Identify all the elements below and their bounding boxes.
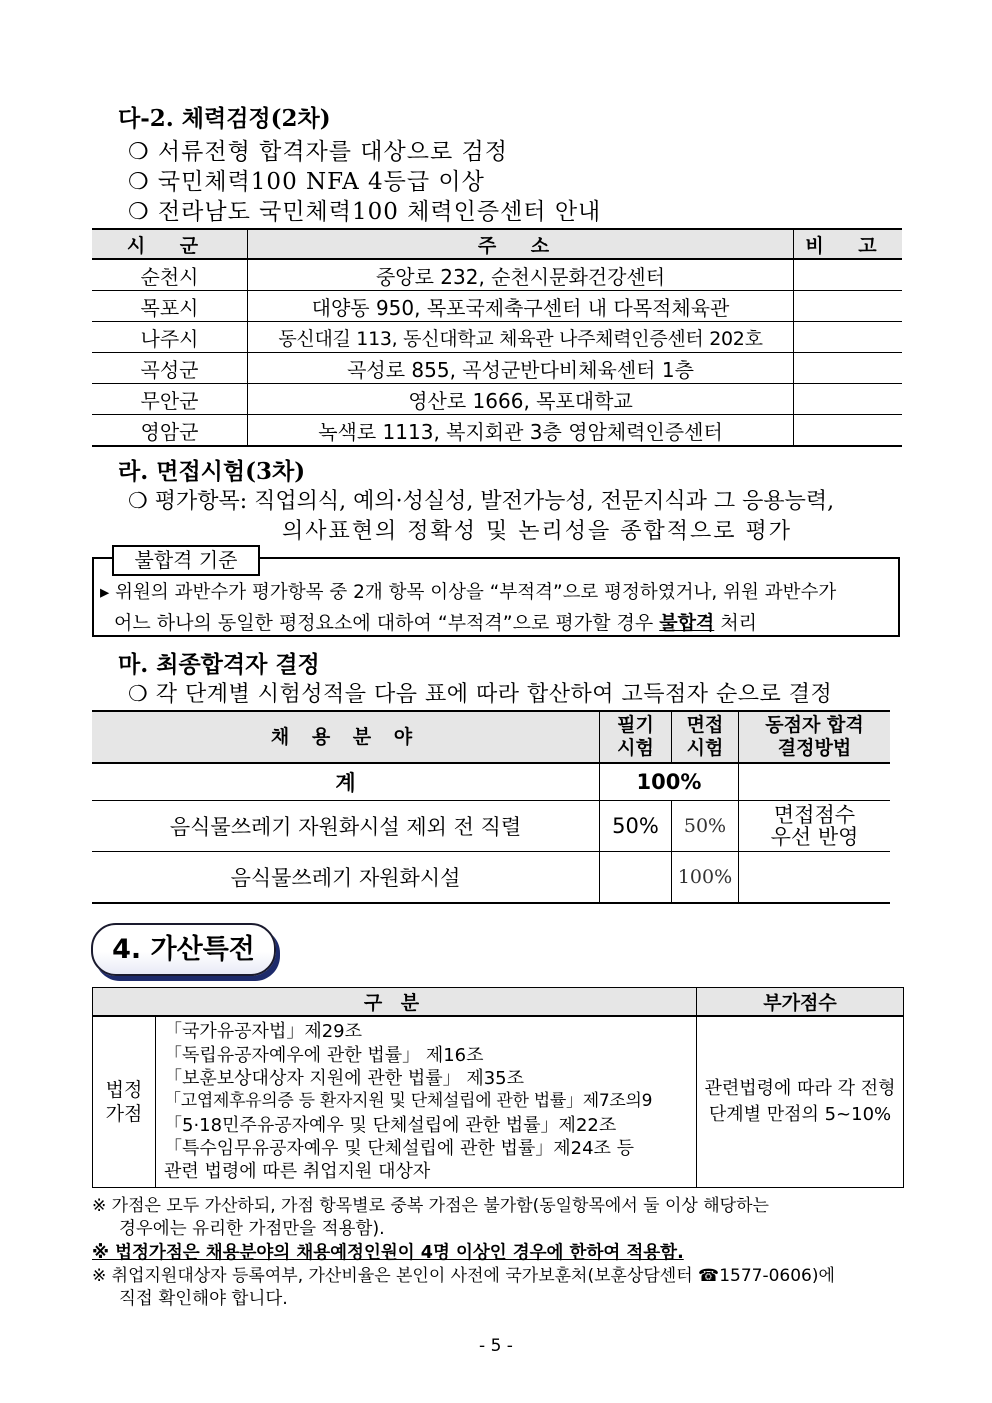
law-item: 「특수임무유공자예우 및 단체설립에 관한 법률」제24조 등 [164,1137,635,1159]
table-row [92,384,902,415]
tie-rule-1: 면접점수 [773,803,856,827]
category-cell [93,1016,156,1188]
table-row [92,322,902,353]
table-header-row [93,988,904,1017]
header-category: 구 분 [93,988,697,1017]
fail-criteria-line1: ▸ 위원의 과반수가 평가항목 중 2개 항목 이상을 “부적격”으로 평정하였거나, 위원 과반수가 [100,582,837,603]
table-row [92,415,902,447]
points-2: 단계별 만점의 5~10% [708,1104,892,1125]
fitness-center-table [92,228,902,447]
row1-interview: 50% [672,801,739,852]
total-value: 100% [600,763,739,801]
fail-criteria-line2 [100,608,890,638]
laws-cell [156,1016,697,1188]
header-note: 비 고 [794,229,903,259]
law-item: 「독립유공자예우에 관한 법률」 제16조 [164,1044,484,1066]
table-row [93,1016,904,1188]
header-interview-1: 면접 [686,714,724,736]
section-banner [91,923,276,976]
header-city: 시 군 [92,229,248,259]
cell-city: 순천시 [92,259,248,291]
bullet-1: ❍ 서류전형 합격자를 대상으로 검정 [128,139,508,165]
cell-note [794,384,903,415]
note-1a: ※ 가점은 모두 가산하되, 가점 항목별로 중복 가점은 불가함(동일항목에서 둘 이상 해당하는 [92,1196,769,1216]
table-header-row [92,711,890,763]
cell-city: 나주시 [92,322,248,353]
final-bullet: ❍ 각 단계별 시험성적을 다음 표에 따라 합산하여 고득점자 순으로 결정 [128,682,833,707]
fail-keyword: 불합격 [659,612,715,634]
section-title-fitness: 다-2. 체력검정(2차) [118,105,331,132]
total-tie [739,763,891,801]
cell-note [794,259,903,291]
row1-field: 음식물쓰레기 자원화시설 제외 전 직렬 [92,801,600,852]
cell-note [794,353,903,384]
points-cell [697,1016,904,1188]
table-row [92,353,902,384]
header-interview [672,711,739,763]
category-1: 법정 [105,1079,143,1101]
note-1 [92,1195,904,1241]
cell-address: 동신대길 113, 동신대학교 체육관 나주체력인증센터 202호 [248,322,794,353]
table-row [92,259,902,291]
note-3a: ※ 취업지원대상자 등록여부, 가산비율은 본인이 사전에 국가보훈처(보훈상담센터 ☎1577-0606)에 [92,1266,835,1286]
category-2: 가점 [105,1103,143,1125]
note-3b: 직접 확인해야 합니다. [119,1289,288,1309]
cell-city: 목포시 [92,291,248,322]
bullet-3: ❍ 전라남도 국민체력100 체력인증센터 안내 [128,199,602,225]
fail-criteria-line2-end: 처리 [714,612,758,634]
cell-city: 영암군 [92,415,248,447]
cell-note [794,291,903,322]
row2-field: 음식물쓰레기 자원화시설 [92,852,600,904]
row2-interview: 100% [672,852,739,904]
fail-criteria-tag: 불합격 기준 [112,545,260,576]
law-item: 「고엽제후유의증 등 환자지원 및 단체설립에 관한 법률」제7조의9 [164,1091,653,1112]
section-title-interview: 라. 면접시험(3차) [118,458,306,485]
table-row [92,852,890,904]
note-1b: 경우에는 유리한 가점만을 적용함). [119,1219,385,1239]
table-row [92,801,890,852]
header-written [600,711,672,763]
tie-rule [739,801,891,852]
header-written-1: 필기 [617,714,654,736]
cell-address: 대양동 950, 목포국제축구센터 내 다목적체육관 [248,291,794,322]
cell-city: 곡성군 [92,353,248,384]
cell-note [794,322,903,353]
header-tie [739,711,891,763]
tie-rule-2: 우선 반영 [770,825,859,849]
bonus-table [92,987,904,1188]
cell-address: 중앙로 232, 순천시문화건강센터 [248,259,794,291]
evaluation-items-line2: 의사표현의 정확성 및 논리성을 종합적으로 평가 [282,519,793,544]
evaluation-items-line1: ❍ 평가항목: 직업의식, 예의·성실성, 발전가능성, 전문지식과 그 응용능력, [128,489,835,514]
fail-criteria-text [100,578,890,638]
table-row [92,291,902,322]
score-table [92,710,890,904]
points-1: 관련법령에 따라 각 전형 [704,1078,896,1099]
header-tie-2: 결정방법 [777,737,852,759]
total-label: 계 [92,763,600,801]
section-title-final: 마. 최종합격자 결정 [118,651,320,678]
fail-criteria-line2-text: 어느 하나의 동일한 평정요소에 대하여 “부적격”으로 평가할 경우 [114,612,660,634]
header-interview-2: 시험 [686,737,724,759]
header-field: 채 용 분 야 [92,711,600,763]
header-tie-1: 동점자 합격 [765,714,864,736]
table-row [92,763,890,801]
section-banner-title: 4. 가산특전 [112,934,255,965]
law-item: 「5·18민주유공자예우 및 단체설립에 관한 법률」제22조 [164,1114,617,1136]
note-3 [92,1265,904,1311]
cell-note [794,415,903,447]
cell-city: 무안군 [92,384,248,415]
header-written-2: 시험 [617,737,654,759]
row2-written [600,852,672,904]
cell-address: 녹색로 1113, 복지회관 3층 영암체력인증센터 [248,415,794,447]
law-item: 「보훈보상대상자 지원에 관한 법률」 제35조 [164,1068,524,1090]
note-2: ※ 법정가점은 채용분야의 채용예정인원이 4명 이상인 경우에 한하여 적용함. [92,1243,684,1263]
cell-address: 곡성로 855, 곡성군반다비체육센터 1층 [248,353,794,384]
row1-written: 50% [600,801,672,852]
row2-tie [739,852,891,904]
header-points: 부가점수 [697,988,904,1017]
cell-address: 영산로 1666, 목포대학교 [248,384,794,415]
law-item: 「국가유공자법」제29조 [164,1021,363,1043]
law-item: 관련 법령에 따른 취업지원 대상자 [164,1161,431,1183]
page-number: - 5 - [479,1336,513,1356]
header-address: 주 소 [248,229,794,259]
table-header-row [92,229,902,259]
bullet-2: ❍ 국민체력100 NFA 4등급 이상 [128,169,485,195]
